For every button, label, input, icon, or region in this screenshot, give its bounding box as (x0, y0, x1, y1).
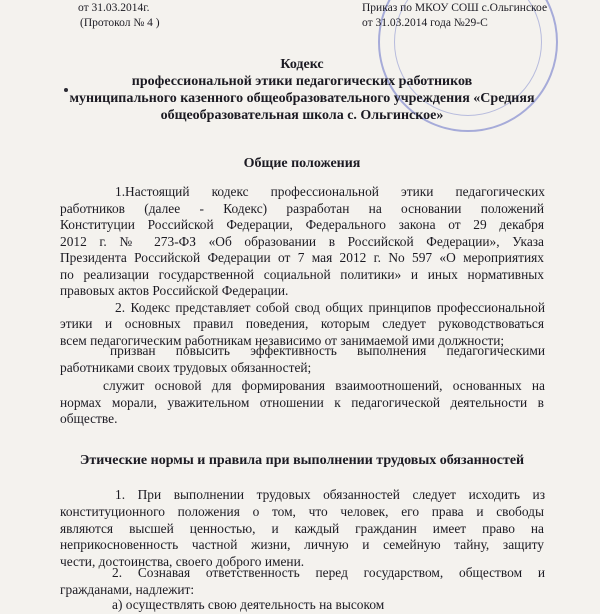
paragraph-1-line-1: 1.Настоящий кодекс профессиональной этики педагогических (115, 184, 545, 199)
paragraph-6-body: гражданами, надлежит: (60, 581, 195, 597)
paragraph-4-line-1: служит основой для формирования взаимоотношений, основанных на (103, 378, 545, 393)
approval-date: от 31.03.2014г. (78, 2, 150, 14)
paragraph-6-line-1: 2. Сознавая ответственность перед государством, обществом и (112, 565, 545, 580)
order-title: Приказ по МКОУ СОШ с.Ольгинское (362, 2, 548, 14)
paragraph-4-body: нормах морали, уважительном отношении к педагогической деятельности в обществе. (60, 394, 544, 426)
title-line-4: общеобразовательная школа с. Ольгинское» (160, 108, 444, 123)
protocol-number: (Протокол № 4 ) (80, 17, 160, 29)
title-line-2: профессиональной этики педагогических работников (131, 74, 473, 89)
paragraph-2-body: этики и основных правил поведения, которым следует руководствоваться всем педагогическим работникам независимо от занимаемой ими должности; (60, 316, 544, 348)
paragraph-3-line-1: призван повысить эффективность выполнения педагогическими (110, 343, 545, 358)
paragraph-2-line-1: 2. Кодекс представляет собой свод общих принципов профессиональной (115, 299, 545, 315)
title-line-3: муниципального казенного общеобразовательного учреждения «Средняя (69, 91, 535, 106)
document-title: Кодекс (280, 57, 324, 72)
paragraph-5-line-1: 1. При выполнении трудовых обязанностей следует исходить из (115, 487, 545, 502)
order-date: от 31.03.2014 года №29-С (362, 17, 488, 29)
section-heading-ethics: Этические нормы и правила при выполнении трудовых обязанностей (79, 453, 525, 468)
section-heading-general: Общие положения (243, 156, 361, 171)
paragraph-3-body: работниками своих трудовых обязанностей; (60, 359, 312, 375)
paragraph-5-body: конституционного положения о том, что человек, его права и свободы являются высшей ценностью, и каждый гражданин имеет право на неприкосновенность частной жизни, личную и семейную тайну, защиту чести, достоинства, своего доброго имени. (60, 504, 544, 569)
paragraph-1-body: работников (далее - Кодекс) разработан на основании положений Конституции Российской Федерации, Федерального закона от 29 декабря 2012 г. № 273-ФЗ «Об образовании в Российской Федерации», Указа Президента Российской Федерации от 7 мая 2012 г. No 597 «О мероприятиях по реализации государственной социальной политики» и иных нормативных правовых актов Российской Федерации. (60, 200, 544, 298)
paragraph-7-partial: а) осуществлять свою деятельность на высоком (112, 597, 385, 612)
